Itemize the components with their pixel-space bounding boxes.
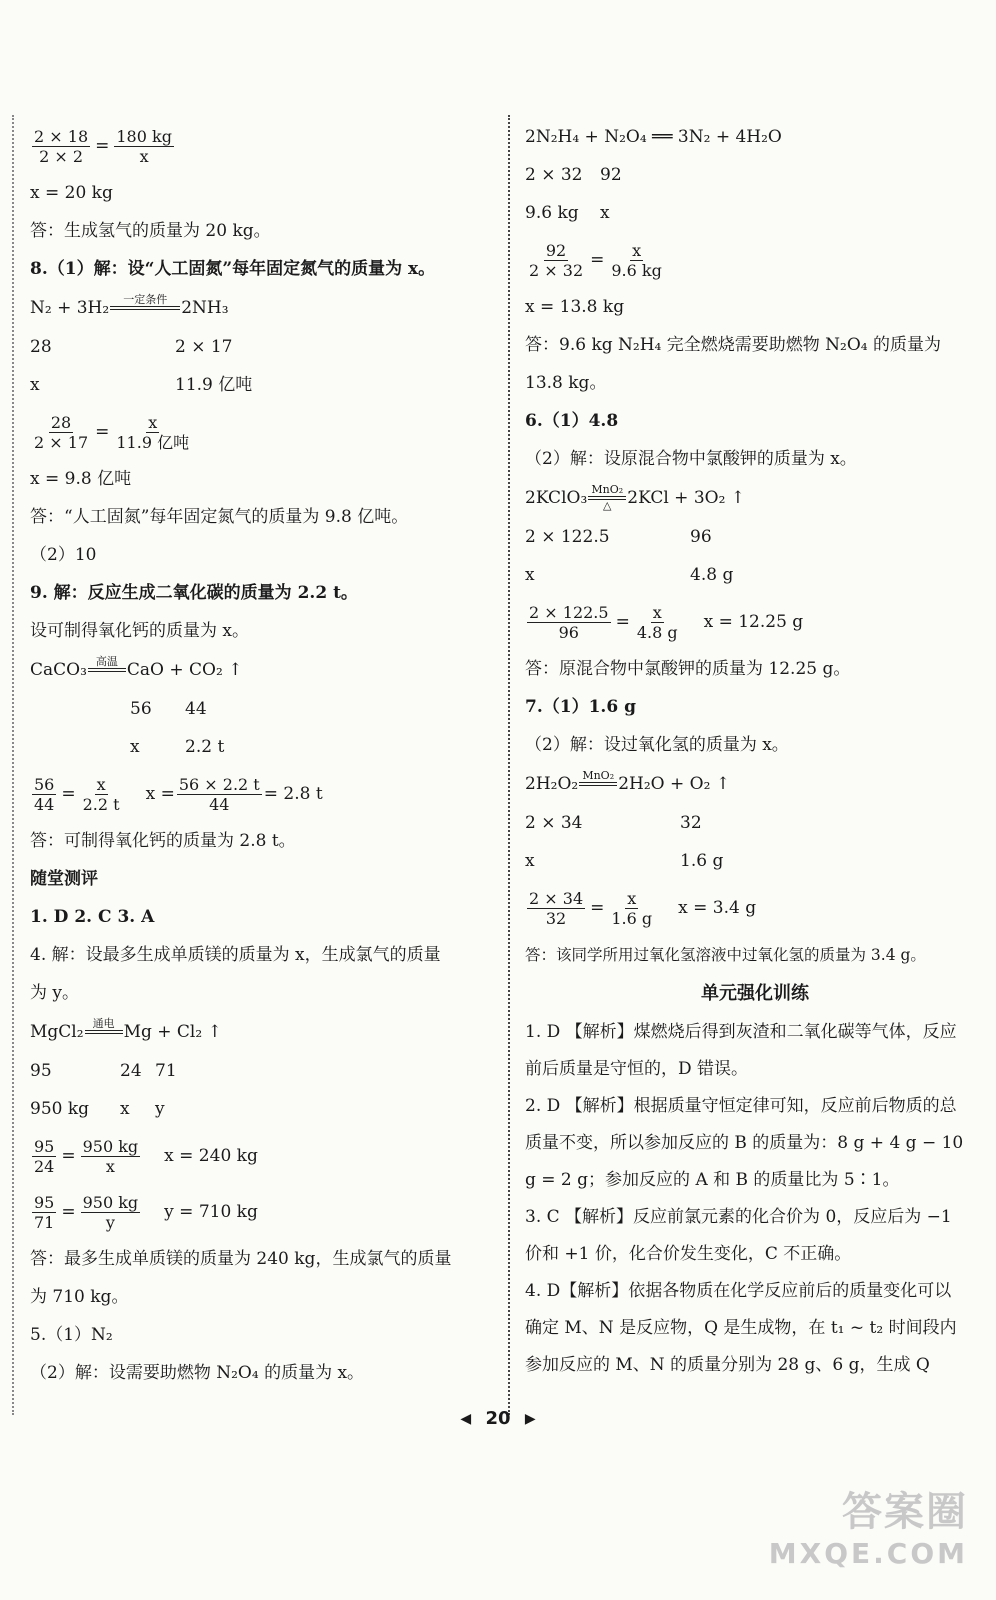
equation-nh3: N₂ + 3H₂ 一定条件 2NH₃ bbox=[30, 293, 229, 318]
mass-row: x 11.9 亿吨 bbox=[30, 375, 253, 395]
column-divider bbox=[508, 115, 510, 1415]
result-line: x = 9.8 亿吨 bbox=[30, 469, 132, 489]
answer-line: 答：最多生成单质镁的质量为 240 kg，生成氯气的质量 bbox=[30, 1249, 452, 1269]
answer-line: 答：9.6 kg N₂H₄ 完全燃烧需要助燃物 N₂O₄ 的质量为 bbox=[525, 335, 942, 355]
question-7-part2: （2）解：设过氧化氢的质量为 x。 bbox=[525, 735, 789, 755]
section-title-unit-training: 单元强化训练 bbox=[701, 983, 809, 1004]
question-4-cont: 为 y。 bbox=[30, 983, 80, 1003]
proportion-4: $\frac{95}{24}$ = $\frac{950 kg}{x}$ x = 240 kg bbox=[34, 1136, 258, 1176]
mass-row: 2 × 34 32 bbox=[525, 813, 702, 833]
equation-mgcl2: MgCl₂ 通电 Mg + Cl₂ ↑ bbox=[30, 1017, 222, 1042]
mass-row: 2 × 32 92 bbox=[525, 165, 622, 185]
question-6-part2: （2）解：设原混合物中氯酸钾的质量为 x。 bbox=[525, 449, 857, 469]
answer-line: 答：原混合物中氯酸钾的质量为 12.25 g。 bbox=[525, 659, 851, 679]
page-number: 20 bbox=[485, 1408, 511, 1429]
result-line: x = 20 kg bbox=[30, 183, 113, 203]
mass-row: x 4.8 g bbox=[525, 565, 734, 585]
mass-row: 28 2 × 17 bbox=[30, 337, 233, 357]
answer-line: 答：“人工固氮”每年固定氮气的质量为 9.8 亿吨。 bbox=[30, 507, 409, 527]
equation-h2o2: 2H₂O₂ MnO₂ 2H₂O + O₂ ↑ bbox=[525, 769, 731, 794]
equation-kclo3: 2KClO₃ MnO₂ △ 2KCl + 3O₂ ↑ bbox=[525, 483, 746, 512]
mass-row: x 1.6 g bbox=[525, 851, 724, 871]
proportion-7: $\frac{2 \times 122.5}{96}$ = $\frac{x}{4.8 g}$ x = 12.25 g bbox=[529, 602, 804, 642]
question-5: 5.（1）N₂ bbox=[30, 1325, 113, 1345]
question-4: 4. 解：设最多生成单质镁的质量为 x，生成氯气的质量 bbox=[30, 945, 441, 965]
training-answer-3: 3. C 【解析】反应前氯元素的化合价为 0，反应后为 −1 价和 +1 价，化合价发生变化，C 不正确。 bbox=[525, 1207, 952, 1264]
watermark-logo bbox=[769, 1480, 968, 1570]
training-answer-2: 2. D 【解析】根据质量守恒定律可知，反应前后物质的总质量不变，所以参加反应的 B 的质量为：8 g + 4 g − 10 g = 2 g；参加反应的 A 和 B 的质量比为 5∶1。 bbox=[525, 1096, 964, 1190]
proportion-2: $\frac{28}{2 \times 17}$ = $\frac{x}{\text{11.9 亿吨}}$ bbox=[34, 412, 190, 452]
quiz-answers: 1. D 2. C 3. A bbox=[30, 907, 155, 927]
answer-line-cont: 为 710 kg。 bbox=[30, 1287, 129, 1307]
watermark-url: MXQE.COM bbox=[768, 1537, 968, 1570]
watermark-text: 答案圈 bbox=[842, 1489, 968, 1535]
answer-line: 答：该同学所用过氧化氢溶液中过氧化氢的质量为 3.4 g。 bbox=[525, 946, 926, 964]
left-column bbox=[30, 118, 485, 1392]
answer-line: 答：可制得氧化钙的质量为 2.8 t。 bbox=[30, 831, 296, 851]
proportion-8: $\frac{2 \times 34}{32}$ = $\frac{x}{1.6 g}$ x = 3.4 g bbox=[529, 888, 757, 928]
answer-line-cont: 13.8 kg。 bbox=[525, 373, 607, 393]
question-9: 9. 解：反应生成二氧化碳的质量为 2.2 t。 bbox=[30, 583, 358, 603]
training-answer-4: 4. D【解析】依据各物质在化学反应前后的质量变化可以确定 M、N 是反应物，Q 是生成物，在 t₁ ~ t₂ 时间段内参加反应的 M、N 的质量分别为 28 g、6 g，生成 Q bbox=[525, 1281, 957, 1375]
equation-n2h4: 2N₂H₄ + N₂O₄ ══ 3N₂ + 4H₂O bbox=[525, 127, 782, 147]
section-title-quiz: 随堂测评 bbox=[30, 869, 98, 889]
mass-row: x 2.2 t bbox=[130, 737, 225, 757]
proportion-3: $\frac{56}{44}$ = $\frac{x}{2.2 t}$ x = $\frac{56 \times 2.2 t}{44}$ = 2.8 t bbox=[34, 774, 323, 814]
mass-row: 56 44 bbox=[130, 699, 207, 719]
proportion-5: $\frac{95}{71}$ = $\frac{950 kg}{y}$ y = 710 kg bbox=[34, 1192, 258, 1232]
question-7: 7.（1）1.6 g bbox=[525, 697, 636, 717]
sub-answer: （2）10 bbox=[30, 545, 97, 565]
mass-row: 95 24 71 bbox=[30, 1061, 177, 1081]
equation-caco3: CaCO₃ 高温 CaO + CO₂ ↑ bbox=[30, 655, 243, 680]
proportion-1: $\frac{2 \times 18}{2 \times 2}$ = $\frac{180 kg}{x}$ bbox=[34, 126, 172, 166]
left-margin-rule bbox=[12, 115, 14, 1415]
question-6: 6.（1）4.8 bbox=[525, 411, 619, 431]
question-5-part2: （2）解：设需要助燃物 N₂O₄ 的质量为 x。 bbox=[30, 1363, 365, 1383]
result-line: x = 13.8 kg bbox=[525, 297, 625, 317]
mass-row: 950 kg x y bbox=[30, 1099, 165, 1119]
mass-row: 2 × 122.5 96 bbox=[525, 527, 712, 547]
assumption-line: 设可制得氧化钙的质量为 x。 bbox=[30, 621, 249, 641]
right-column bbox=[525, 118, 985, 1384]
page-footer bbox=[0, 1408, 996, 1429]
question-8: 8.（1）解：设“人工固氮”每年固定氮气的质量为 x。 bbox=[30, 259, 436, 279]
mass-row: 9.6 kg x bbox=[525, 203, 610, 223]
prev-page-icon[interactable]: ◀ bbox=[460, 1411, 472, 1427]
proportion-6: $\frac{92}{2 \times 32}$ = $\frac{x}{9.6 kg}$ bbox=[529, 240, 662, 280]
next-page-icon[interactable]: ▶ bbox=[524, 1411, 536, 1427]
answer-line: 答：生成氢气的质量为 20 kg。 bbox=[30, 221, 271, 241]
training-answer-1: 1. D 【解析】煤燃烧后得到灰渣和二氧化碳等气体，反应前后质量是守恒的，D 错误。 bbox=[525, 1022, 957, 1079]
